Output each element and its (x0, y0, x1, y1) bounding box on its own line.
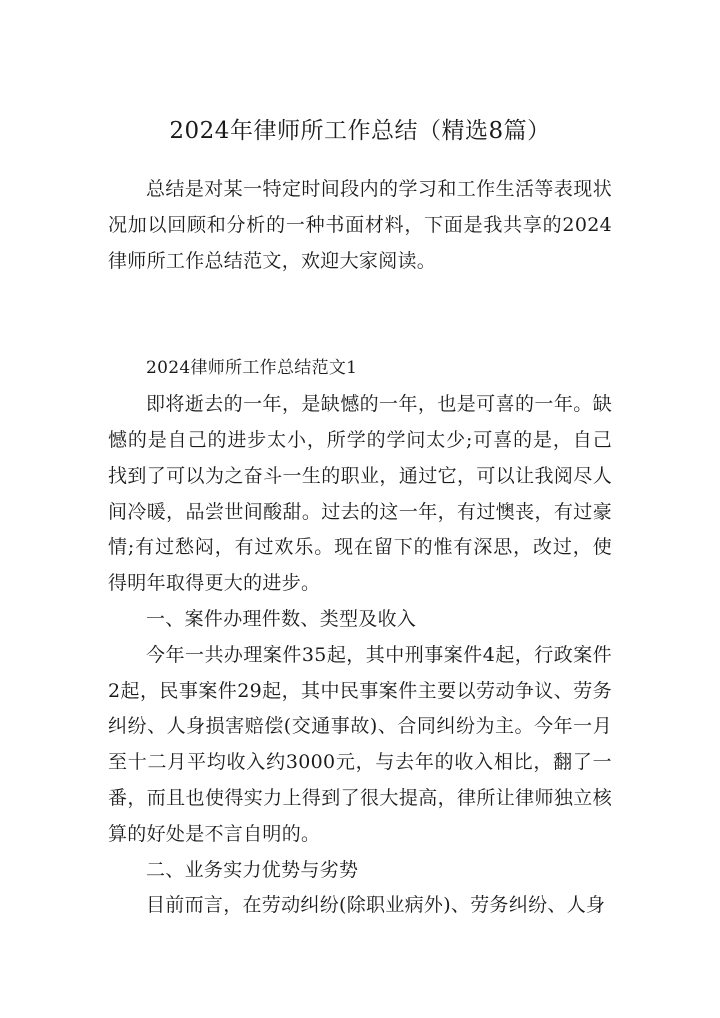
intro-paragraph: 总结是对某一特定时间段内的学习和工作生活等表现状况加以回顾和分析的一种书面材料，下面是我共享的2024律师所工作总结范文，欢迎大家阅读。 (108, 178, 612, 272)
document-title: 2024年律师所工作总结（精选8篇） (169, 118, 551, 144)
section-title: 2024律师所工作总结范文1 (146, 358, 358, 379)
section-spacer (108, 279, 612, 351)
body-paragraph-3: 目前而言，在劳动纠纷(除职业病外)、劳务纠纷、人身 (146, 894, 606, 917)
document-body (108, 172, 612, 924)
body-paragraph-2: 今年一共办理案件35起，其中刑事案件4起，行政案件2起，民事案件29起，其中民事案件主要以劳动争议、劳务纠纷、人身损害赔偿(交通事故)、合同纠纷为主。今年一月至十二月平均收入约3000元，与去年的收入相比，翻了一番，而且也使得实力上得到了很大提高，律所让律师独立核算的好处是不言自明的。 (108, 643, 612, 845)
subheading-case-stats: 一、案件办理件数、类型及收入 (146, 607, 417, 630)
subheading-strengths-weaknesses: 二、业务实力优势与劣势 (146, 858, 359, 881)
body-paragraph-1: 即将逝去的一年，是缺憾的一年，也是可喜的一年。缺憾的是自己的进步太小，所学的学问太少;可喜的是，自己找到了可以为之奋斗一生的职业，通过它，可以让我阅尽人间冷暖，品尝世间酸甜。过去的这一年，有过懊丧，有过豪情;有过愁闷，有过欢乐。现在留下的惟有深思，改过，使得明年取得更大的进步。 (108, 393, 612, 595)
